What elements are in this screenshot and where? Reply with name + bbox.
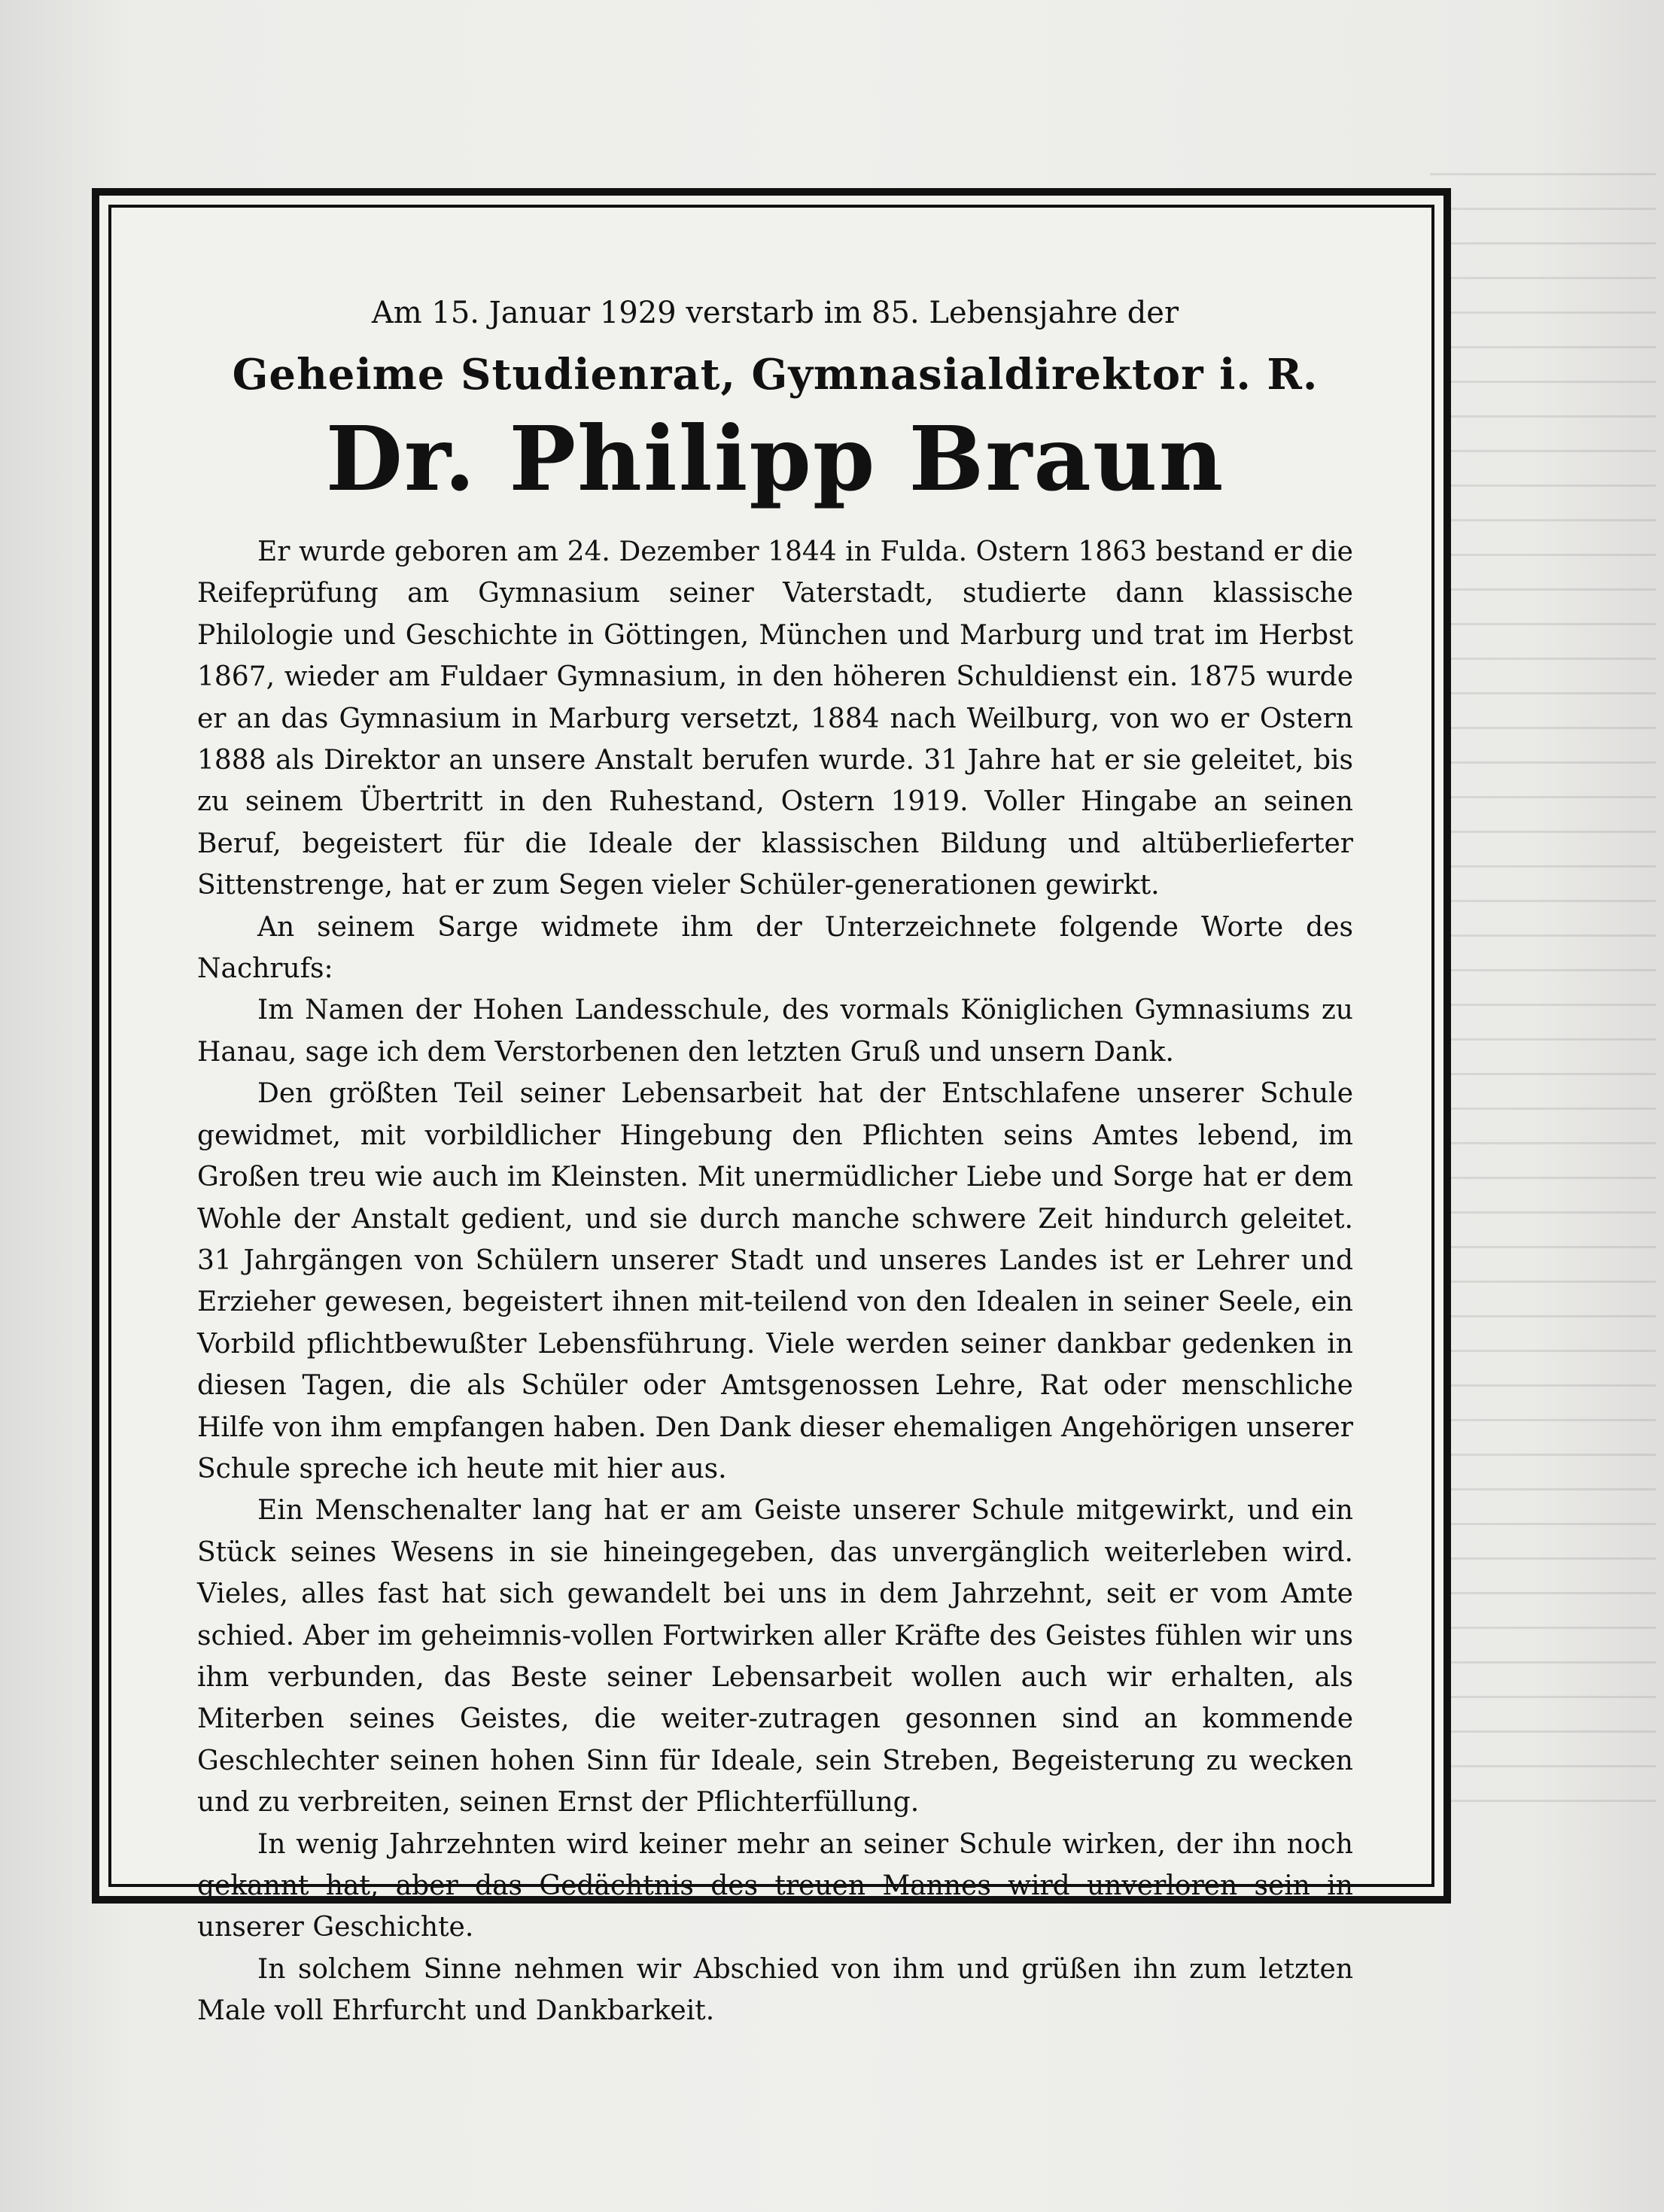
obituary-content — [99, 196, 1443, 2027]
obituary-intro: Am 15. Januar 1929 verstarb im 85. Lebensjahre der — [371, 296, 1179, 330]
paragraph-eulogy-greeting: Im Namen der Hohen Landesschule, des vormals Königlichen Gymnasiums zu Hanau, sage ich dem Verstorbenen den letzten Gruß und unsern Dank. — [197, 995, 1353, 1068]
obituary-name: Dr. Philipp Braun — [325, 406, 1225, 511]
obituary-frame — [92, 188, 1451, 2027]
paragraph-eulogy-work: Den größten Teil seiner Lebensarbeit hat der Entschlafene unserer Schule gewidmet, mit vorbildlicher Hingebung den Pflichten seins Amtes lebend, im Großen treu wie auch im Kleinsten. Mit unermüdlicher Liebe und Sorge hat er dem Wohle der Anstalt gedient, und sie durch manche schwere Zeit hindurch geleitet. 31 Jahrgängen von Schülern unserer Stadt und unseres Landes ist er Lehrer und Erzieher gewesen, begeistert ihnen mit-teilend von den Idealen in seiner Seele, ein Vorbild pflichtbewußter Lebensführung. Viele werden seiner dankbar gedenken in diesen Tagen, die als Schüler oder Amtsgenossen Lehre, Rat oder menschliche Hilfe von ihm empfangen haben. Den Dank dieser ehemaligen Angehörigen unserer Schule spreche ich heute mit hier aus. — [197, 1078, 1353, 1484]
paragraph-eulogy-legacy: Ein Menschenalter lang hat er am Geiste unserer Schule mitgewirkt, und ein Stück seines Wesens in sie hineingegeben, das unvergänglich weiterleben wird. Vieles, alles fast hat sich gewandelt bei uns in dem Jahrzehnt, seit er vom Amte schied. Aber im geheimnis-vollen Fortwirken aller Kräfte des Geistes fühlen wir uns ihm verbunden, das Beste seiner Lebensarbeit wollen auch wir erhalten, als Miterben seines Geistes, die weiter-zutragen gesonnen sind an kommende Geschlechter seinen hohen Sinn für Ideale, sein Streben, Begeisterung zu wecken und zu verbreiten, seinen Ernst der Pflichterfüllung. — [197, 1495, 1353, 1819]
paragraph-eulogy-farewell: In solchem Sinne nehmen wir Abschied von ihm und grüßen ihn zum letzten Male voll Ehrfurcht und Dankbarkeit. — [197, 1953, 1353, 2027]
paragraph-eulogy-memory: In wenig Jahrzehnten wird keiner mehr an seiner Schule wirken, der ihn noch gekannt hat, aber das Gedächtnis des treuen Mannes wird unverloren sein in unserer Geschichte. — [197, 1828, 1353, 1943]
paragraph-biography: Er wurde geboren am 24. Dezember 1844 in Fulda. Ostern 1863 bestand er die Reifeprüfung am Gymnasium seiner Vaterstadt, studierte dann klassische Philologie und Geschichte in Göttingen, München und Marburg und trat im Herbst 1867, wieder am Fuldaer Gymnasium, in den höheren Schuldienst ein. 1875 wurde er an das Gymnasium in Marburg versetzt, 1884 nach Weilburg, von wo er Ostern 1888 als Direktor an unsere Anstalt berufen wurde. 31 Jahre hat er sie geleitet, bis zu seinem Übertritt in den Ruhestand, Ostern 1919. Voller Hingabe an seinen Beruf, begeistert für die Ideale der klassischen Bildung und altüberlieferter Sittenstrenge, hat er zum Segen vieler Schüler-generationen gewirkt. — [197, 536, 1353, 901]
obituary-rank-title: Geheime Studienrat, Gymnasialdirektor i. R. — [232, 350, 1319, 400]
paragraph-eulogy-intro: An seinem Sarge widmete ihm der Unterzeichnete folgende Worte des Nachrufs: — [197, 911, 1353, 985]
show-through-text — [1430, 173, 1656, 1828]
